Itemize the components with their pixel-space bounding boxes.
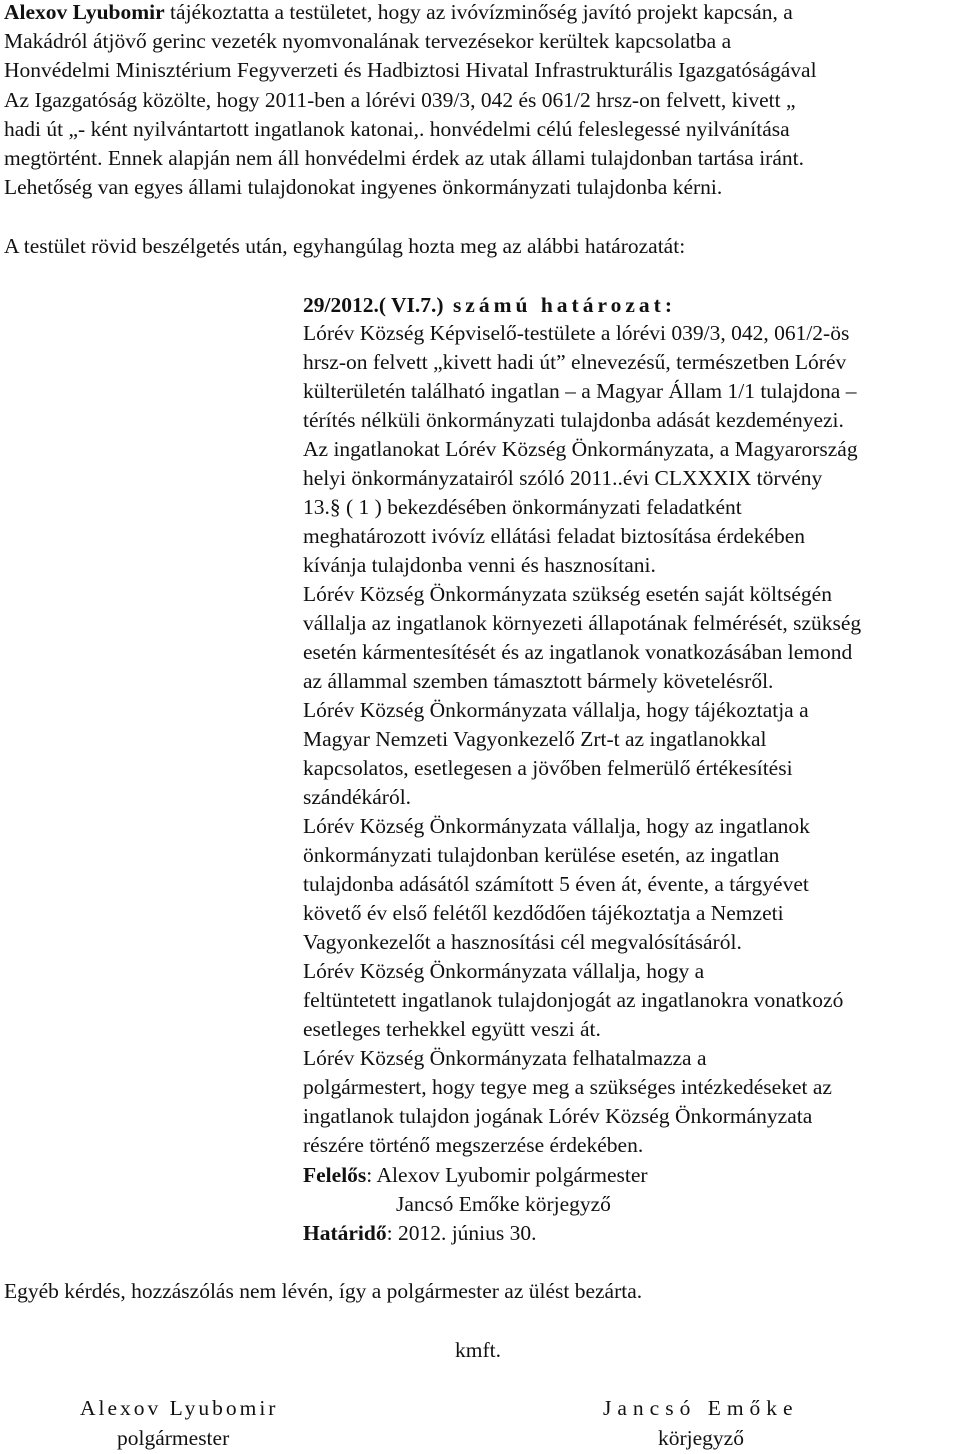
resolution-line: kapcsolatos, esetlegesen a jövőben felmerülő értékesítési <box>303 756 793 780</box>
responsible-second: Jancsó Emőke körjegyző <box>396 1192 611 1216</box>
speaker-name: Alexov Lyubomir <box>4 0 165 24</box>
resolution-line: önkormányzati tulajdonban kerülése esetén, az ingatlan <box>303 843 780 867</box>
closing-line: Egyéb kérdés, hozzászólás nem lévén, így a polgármester az ülést bezárta. <box>4 1279 643 1303</box>
intro-line-4: Az Igazgatóság közölte, hogy 2011-ben a lórévi 039/3, 042 és 061/2 hrsz-on felvett, kivett „ <box>4 88 796 112</box>
deadline-value: : 2012. június 30. <box>386 1221 537 1245</box>
resolution-line: Lórév Község Önkormányzata vállalja, hogy az ingatlanok <box>303 814 810 838</box>
resolution-line: esetleges terhekkel együtt veszi át. <box>303 1017 601 1041</box>
resolution-line: vállalja az ingatlanok környezeti állapotának felmérését, szükség <box>303 611 862 635</box>
signature-left-name: Alexov Lyubomir <box>80 1396 279 1420</box>
kmft-text: kmft. <box>455 1338 501 1362</box>
resolution-title: számú határozat: <box>443 293 676 317</box>
resolution-line: Vagyonkezelőt a hasznosítási cél megvalósításáról. <box>303 930 742 954</box>
resolution-line: Lórév Község Képviselő-testülete a lórévi 039/3, 042, 061/2-ös <box>303 321 850 345</box>
resolution-line: tulajdonba adásától számított 5 éven át, évente, a tárgyévet <box>303 872 809 896</box>
intro-line-1 <box>4 0 793 27</box>
resolution-line: Lórév Község Önkormányzata felhatalmazza a <box>303 1046 707 1070</box>
intro-line-5: hadi út „- ként nyilvántartott ingatlanok katonai,. honvédelmi célú feleslegessé nyilvánítása <box>4 117 790 141</box>
resolution-line: Lórév Község Önkormányzata vállalja, hogy tájékoztatja a <box>303 698 809 722</box>
vote-line: A testület rövid beszélgetés után, egyhangúlag hozta meg az alábbi határozatát: <box>4 234 686 258</box>
intro-line-7: Lehetőség van egyes állami tulajdonokat ingyenes önkormányzati tulajdonba kérni. <box>4 175 723 199</box>
resolution-line: Magyar Nemzeti Vagyonkezelő Zrt-t az ingatlanokkal <box>303 727 767 751</box>
resolution-line: 13.§ ( 1 ) bekezdésében önkormányzati feladatként <box>303 495 742 519</box>
resolution-line: az állammal szemben támasztott bármely követelésről. <box>303 669 774 693</box>
resolution-line: esetén kármentesítését és az ingatlanok vonatkozásában lemond <box>303 640 853 664</box>
resolution-line: kívánja tulajdonba venni és hasznosítani. <box>303 553 656 577</box>
resolution-line: térítés nélküli önkormányzati tulajdonba adását kezdeményezi. <box>303 408 844 432</box>
resolution-number: 29/2012.( VI.7.) <box>303 293 444 317</box>
resolution-line: követő év első felétől kezdődően tájékoztatja a Nemzeti <box>303 901 784 925</box>
deadline-line <box>303 1219 537 1248</box>
responsible-line <box>303 1161 648 1190</box>
responsible-value: : Alexov Lyubomir polgármester <box>366 1163 648 1187</box>
responsible-label: Felelős <box>303 1163 367 1187</box>
resolution-line: szándékáról. <box>303 785 412 809</box>
signature-left-title: polgármester <box>117 1426 230 1450</box>
resolution-heading <box>303 291 676 320</box>
resolution-line: Lórév Község Önkormányzata szükség esetén saját költségén <box>303 582 832 606</box>
intro-line-6: megtörtént. Ennek alapján nem áll honvédelmi érdek az utak állami tulajdonban tartása iránt. <box>4 146 804 170</box>
resolution-line: részére történő megszerzése érdekében. <box>303 1133 644 1157</box>
signature-right-title: körjegyző <box>658 1426 744 1450</box>
resolution-line: Az ingatlanokat Lórév Község Önkormányzata, a Magyarország <box>303 437 858 461</box>
resolution-line: ingatlanok tulajdon jogának Lórév Község Önkormányzata <box>303 1104 813 1128</box>
intro-line-2: Makádról átjövő gerinc vezeték nyomvonalának tervezésekor kerültek kapcsolatba a <box>4 29 732 53</box>
resolution-line: helyi önkormányzatairól szóló 2011..évi CLXXXIX törvény <box>303 466 823 490</box>
deadline-label: Határidő <box>303 1221 387 1245</box>
signature-right-name: Jancsó Emőke <box>603 1396 799 1420</box>
intro-line-1-text: tájékoztatta a testületet, hogy az ivóvízminőség javító projekt kapcsán, a <box>164 0 793 24</box>
resolution-line: külterületén található ingatlan – a Magyar Állam 1/1 tulajdona – <box>303 379 857 403</box>
resolution-line: hrsz-on felvett „kivett hadi út” elnevezésű, természetben Lórév <box>303 350 847 374</box>
resolution-line: feltüntetett ingatlanok tulajdonjogát az ingatlanokra vonatkozó <box>303 988 844 1012</box>
intro-line-3: Honvédelmi Minisztérium Fegyverzeti és Hadbiztosi Hivatal Infrastrukturális Igazgatóságával <box>4 58 817 82</box>
resolution-line: meghatározott ivóvíz ellátási feladat biztosítása érdekében <box>303 524 806 548</box>
resolution-line: polgármestert, hogy tegye meg a szükséges intézkedéseket az <box>303 1075 832 1099</box>
resolution-line: Lórév Község Önkormányzata vállalja, hogy a <box>303 959 705 983</box>
